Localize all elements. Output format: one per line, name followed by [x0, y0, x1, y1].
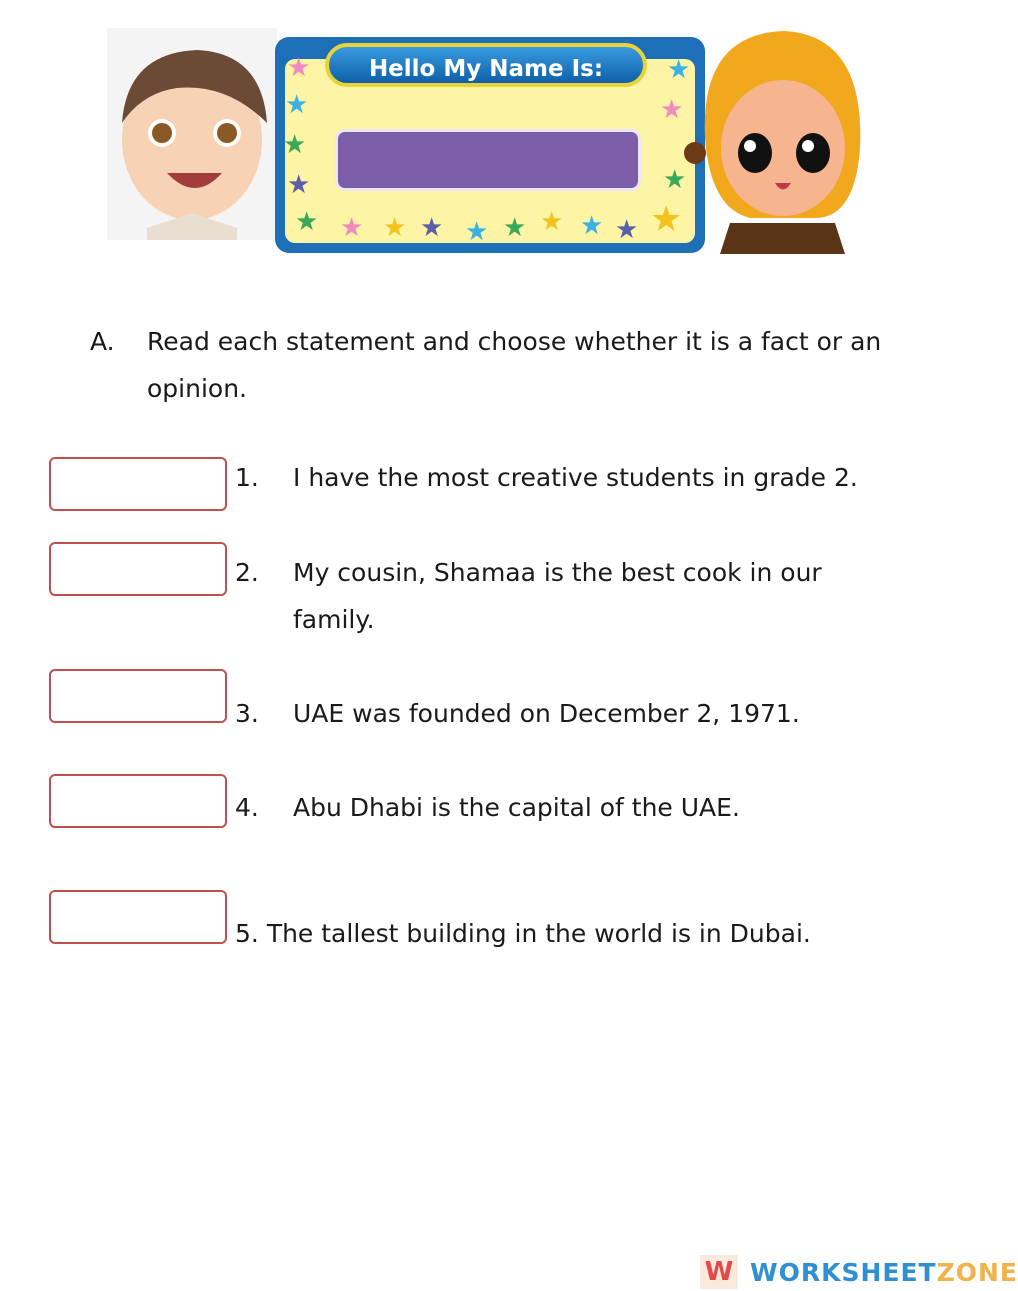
- star-icon: ★: [287, 170, 311, 200]
- star-icon: ★: [540, 207, 564, 237]
- logo-mark-icon: W: [700, 1255, 738, 1289]
- statement-number: 1.: [235, 463, 259, 492]
- answer-box-3[interactable]: [49, 669, 227, 723]
- girl-illustration: [695, 28, 867, 254]
- statement-number: 4.: [235, 793, 259, 822]
- star-icon: ★: [383, 213, 407, 243]
- boy-illustration: [107, 28, 277, 240]
- answer-box-1[interactable]: [49, 457, 227, 511]
- star-icon: ★: [295, 207, 319, 237]
- star-icon: ★: [660, 95, 684, 125]
- star-icon: ★: [465, 217, 489, 247]
- logo-text-zone: ZONE: [936, 1257, 1018, 1287]
- logo-text-worksheet: WORKSHEET: [750, 1257, 937, 1287]
- star-icon: ★: [283, 130, 307, 160]
- statement-5: [235, 910, 811, 957]
- star-icon: ★: [580, 211, 604, 241]
- star-icon: ★: [285, 90, 309, 120]
- section-label: A.: [90, 327, 115, 356]
- star-icon: ★: [663, 165, 687, 195]
- star-icon: ★: [615, 215, 639, 245]
- name-badge: [275, 37, 705, 253]
- statement-text: My cousin, Shamaa is the best cook in our family.: [293, 558, 822, 634]
- badge-title: Hello My Name Is:: [325, 43, 647, 87]
- statement-number: 2.: [235, 558, 259, 587]
- statement-number: 5.: [235, 919, 259, 948]
- statement-text: The tallest building in the world is in Dubai.: [266, 919, 811, 948]
- answer-box-2[interactable]: [49, 542, 227, 596]
- instruction-text: Read each statement and choose whether it is a fact or an opinion.: [147, 327, 882, 403]
- answer-box-5[interactable]: [49, 890, 227, 944]
- statement-text: I have the most creative students in grade 2.: [293, 463, 858, 492]
- statement-text: UAE was founded on December 2, 1971.: [293, 699, 800, 728]
- star-icon: ★: [650, 199, 683, 240]
- statement-number: 3.: [235, 699, 259, 728]
- star-icon: ★: [420, 213, 444, 243]
- worksheetzone-logo: [700, 1255, 1018, 1289]
- answer-box-4[interactable]: [49, 774, 227, 828]
- name-input[interactable]: [335, 129, 641, 191]
- star-icon: ★: [503, 213, 527, 243]
- star-icon: ★: [340, 213, 364, 243]
- star-icon: ★: [667, 55, 691, 85]
- statement-text: Abu Dhabi is the capital of the UAE.: [293, 793, 740, 822]
- star-icon: ★: [287, 53, 311, 83]
